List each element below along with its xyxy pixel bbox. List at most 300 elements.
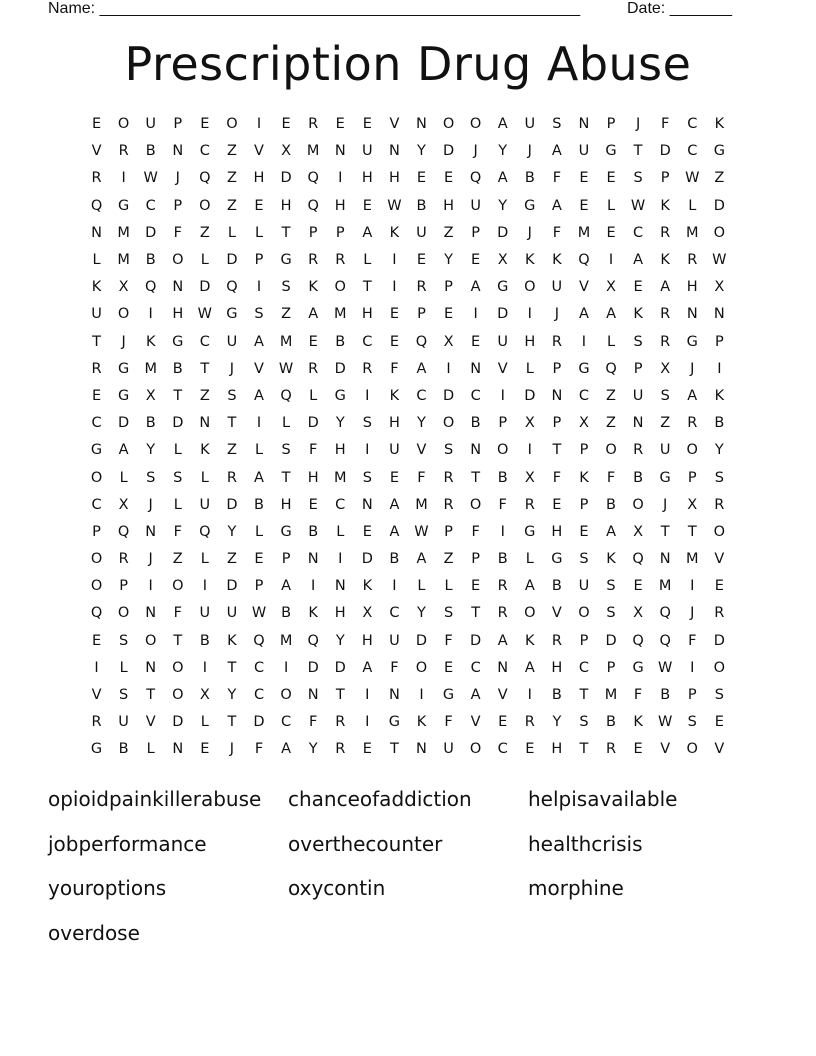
grid-letter: I [365,442,370,459]
grid-letter: D [145,224,157,241]
grid-letter: T [200,360,210,377]
grid-letter: I [717,360,722,377]
grid-letter: P [606,116,616,133]
grid-letter: X [633,605,644,622]
grid-letter: V [660,741,671,758]
grid-letter: N [334,143,346,160]
grid-letter: O [578,605,590,622]
grid-letter: R [497,578,508,595]
grid-letter: W [197,306,213,323]
grid-letter: Y [417,605,426,622]
word-list-item: oxycontin [288,876,386,901]
grid-letter: E [714,714,724,731]
grid-letter: O [686,741,698,758]
grid-letter: X [660,360,671,377]
grid-letter: I [446,360,451,377]
grid-letter: C [145,197,156,214]
grid-letter: D [226,578,238,595]
grid-letter: W [658,714,673,731]
grid-letter: O [713,523,726,540]
grid-letter: R [91,170,102,187]
grid-letter: B [145,415,156,432]
grid-letter: I [338,170,343,187]
grid-letter: O [172,687,184,704]
grid-letter: L [254,523,264,540]
grid-letter: Z [443,224,454,241]
grid-letter: G [524,523,536,540]
grid-letter: X [199,687,210,704]
grid-letter: E [579,523,589,540]
grid-letter: M [577,224,591,241]
grid-letter: O [226,116,238,133]
grid-letter: W [143,170,158,187]
grid-letter: J [473,143,478,160]
grid-letter: G [442,687,455,704]
grid-letter: Z [714,170,725,187]
grid-letter: N [659,551,671,568]
word-list-item: morphine [528,876,624,901]
grid-letter: K [389,224,400,241]
word-list-item: chanceofaddiction [288,787,472,811]
grid-row [83,736,733,763]
grid-letter: A [470,687,481,704]
grid-letter: E [389,333,399,350]
grid-letter: S [579,714,589,731]
grid-letter: P [281,551,291,568]
grid-letter: V [497,687,508,704]
grid-letter: I [690,578,695,595]
worksheet-header [48,0,748,20]
grid-letter: M [306,143,320,160]
grid-letter: A [497,116,508,133]
grid-letter: N [388,143,400,160]
grid-letter: M [658,578,672,595]
grid-letter: O [280,687,292,704]
grid-letter: C [470,387,481,404]
grid-letter: G [280,252,292,269]
grid-letter: L [309,387,318,404]
grid-letter: V [91,687,102,704]
grid-letter: R [660,333,671,350]
grid-letter: J [175,170,180,187]
grid-letter: B [470,415,481,432]
grid-letter: W [387,197,402,214]
grid-letter: O [172,659,184,676]
grid-letter: K [714,387,725,404]
grid-letter: C [416,387,427,404]
grid-letter: C [578,387,589,404]
grid-letter: T [389,741,399,758]
grid-letter: O [497,442,509,459]
grid-letter: K [308,605,318,622]
grid-letter: E [254,551,264,568]
grid-letter: E [389,306,399,323]
grid-letter: F [444,632,453,649]
grid-letter: W [630,197,646,214]
grid-letter: J [121,333,126,350]
grid-letter: A [281,741,292,758]
grid-letter: V [714,551,725,568]
grid-letter: B [551,578,562,595]
grid-letter: X [633,523,644,540]
grid-letter: I [121,170,126,187]
grid-letter: L [173,496,182,513]
grid-letter: I [338,551,343,568]
grid-letter: U [632,387,644,404]
name-field-label: Name: ______________________________________________________ [48,0,581,17]
grid-letter: A [578,306,589,323]
grid-letter: A [497,170,508,187]
grid-letter: U [578,578,590,595]
grid-letter: L [146,741,155,758]
grid-letter: A [254,469,264,486]
grid-row [83,193,733,220]
grid-letter: L [606,197,616,214]
grid-letter: K [389,387,400,404]
grid-letter: D [470,632,482,649]
grid-letter: V [389,116,400,133]
grid-letter: N [686,306,698,323]
grid-letter: F [471,523,480,540]
grid-letter: O [117,605,130,622]
grid-letter: F [254,741,264,758]
grid-letter: B [660,687,671,704]
grid-letter: T [227,415,237,432]
grid-letter: D [253,714,265,731]
grid-letter: E [335,116,345,133]
grid-letter: I [392,252,397,269]
grid-letter: S [633,170,643,187]
grid-letter: H [280,197,292,214]
grid-letter: Q [415,333,428,350]
grid-letter: S [443,605,454,622]
grid-letter: A [524,578,535,595]
grid-letter: X [118,496,129,513]
grid-letter: C [687,116,698,133]
grid-letter: P [633,360,643,377]
grid-letter: K [606,551,616,568]
grid-letter: Y [417,143,426,160]
grid-letter: L [688,197,697,214]
grid-row [83,356,733,383]
grid-letter: G [226,306,238,323]
grid-letter: K [416,714,427,731]
grid-letter: N [497,659,509,676]
grid-letter: E [606,170,616,187]
grid-letter: R [118,551,129,568]
grid-letter: F [417,469,426,486]
grid-letter: B [308,523,319,540]
grid-letter: D [497,306,509,323]
grid-letter: L [606,333,616,350]
grid-letter: I [283,659,289,676]
grid-letter: E [633,279,643,296]
grid-letter: N [145,523,157,540]
grid-row [83,410,733,437]
page-title: Prescription Drug Abuse [124,37,692,91]
grid-letter: S [119,632,129,649]
grid-letter: S [606,605,616,622]
grid-letter: H [334,442,346,459]
grid-letter: P [579,632,589,649]
grid-letter: B [714,415,725,432]
grid-letter: E [362,523,372,540]
grid-row [83,329,733,356]
grid-letter: L [444,578,453,595]
grid-letter: O [713,224,726,241]
grid-letter: G [90,741,103,758]
grid-letter: B [172,360,183,377]
grid-letter: U [389,442,400,459]
grid-letter: O [469,496,482,513]
grid-letter: S [281,279,291,296]
grid-letter: P [173,197,183,214]
grid-letter: I [202,578,207,595]
grid-letter: A [606,523,616,540]
grid-letter: Q [659,632,671,649]
date-field-label: Date: _______ [627,0,732,17]
grid-letter: U [443,741,454,758]
grid-letter: C [335,496,346,513]
grid-letter: P [119,578,128,595]
grid-letter: P [444,279,453,296]
grid-letter: O [469,116,482,133]
grid-letter: F [390,659,399,676]
grid-letter: H [388,415,400,432]
grid-row [83,274,733,301]
grid-letter: F [173,605,182,622]
grid-letter: I [392,578,397,595]
grid-letter: F [661,116,670,133]
grid-letter: E [389,469,399,486]
word-list [48,777,768,956]
grid-letter: C [91,415,102,432]
grid-letter: J [229,741,235,758]
grid-letter: P [471,224,480,241]
grid-letter: T [227,714,237,731]
grid-letter: E [525,741,535,758]
grid-letter: C [91,496,102,513]
grid-letter: D [713,632,725,649]
grid-letter: G [659,469,671,486]
grid-letter: R [335,741,346,758]
grid-letter: G [686,333,698,350]
grid-letter: I [608,252,614,269]
grid-letter: E [633,741,643,758]
grid-letter: U [551,279,563,296]
grid-letter: U [199,605,211,622]
grid-letter: Y [417,415,426,432]
grid-letter: L [200,469,209,486]
grid-letter: L [525,551,534,568]
grid-letter: C [687,143,698,160]
grid-letter: M [279,632,293,649]
grid-letter: V [416,442,427,459]
grid-letter: S [173,469,183,486]
grid-letter: A [660,279,671,296]
grid-letter: R [660,224,671,241]
grid-letter: X [524,415,535,432]
grid-letter: S [443,442,454,459]
grid-letter: S [714,469,724,486]
grid-letter: H [361,632,373,649]
grid-letter: A [470,279,481,296]
grid-letter: T [92,333,101,350]
grid-letter: P [308,224,318,241]
grid-letter: S [660,387,670,404]
grid-letter: J [527,143,532,160]
grid-letter: H [253,170,265,187]
grid-letter: O [172,252,184,269]
grid-letter: J [554,306,559,323]
word-list-item: jobperformance [48,831,207,856]
grid-letter: T [173,387,183,404]
grid-row [83,628,733,655]
grid-letter: D [524,387,536,404]
grid-letter: O [199,197,211,214]
grid-row [83,655,733,682]
grid-letter: I [256,279,262,296]
grid-letter: B [416,197,427,214]
grid-letter: J [635,116,641,133]
grid-letter: O [524,279,536,296]
grid-letter: R [443,469,454,486]
grid-letter: T [362,279,372,296]
grid-letter: C [470,659,481,676]
grid-letter: O [172,578,184,595]
grid-letter: Z [606,387,616,404]
grid-letter: T [471,469,481,486]
grid-letter: M [686,224,699,241]
grid-letter: Q [469,170,482,187]
grid-letter: E [471,333,481,350]
grid-letter: H [551,741,563,758]
grid-letter: P [173,116,183,133]
grid-letter: B [254,496,264,513]
grid-letter: X [362,605,373,622]
grid-letter: N [307,687,319,704]
grid-letter: T [471,605,481,622]
grid-letter: A [281,578,292,595]
grid-letter: R [497,605,508,622]
grid-letter: Y [714,442,724,459]
grid-letter: T [335,687,345,704]
grid-letter: F [308,714,318,731]
grid-letter: R [714,605,725,622]
grid-letter: X [524,469,535,486]
grid-letter: I [148,578,153,595]
grid-letter: P [498,415,508,432]
grid-letter: H [334,197,346,214]
grid-letter: Z [660,415,671,432]
grid-letter: S [362,415,372,432]
grid-letter: H [280,496,292,513]
grid-letter: N [91,224,102,241]
grid-letter: R [551,333,562,350]
grid-letter: E [443,170,454,187]
grid-letter: B [606,496,616,513]
grid-letter: Q [280,387,292,404]
grid-letter: T [173,632,183,649]
grid-letter: B [118,741,129,758]
grid-letter: S [119,687,129,704]
grid-letter: V [714,741,725,758]
grid-letter: Z [199,387,210,404]
grid-letter: Z [226,143,237,160]
grid-letter: Q [199,523,211,540]
grid-letter: T [633,143,643,160]
grid-letter: R [416,279,427,296]
grid-letter: Z [281,306,292,323]
grid-letter: U [524,116,536,133]
grid-letter: N [361,496,373,513]
grid-letter: T [552,442,562,459]
grid-letter: H [551,523,563,540]
grid-letter: J [148,496,153,513]
grid-letter: O [90,469,103,486]
grid-letter: P [579,496,589,513]
grid-letter: L [363,252,372,269]
grid-letter: G [172,333,184,350]
grid-letter: B [524,170,535,187]
grid-letter: E [443,659,454,676]
grid-letter: O [90,551,103,568]
grid-letter: X [281,143,292,160]
grid-letter: N [307,551,319,568]
grid-letter: Q [632,632,644,649]
grid-letter: Z [226,170,237,187]
grid-letter: Y [335,632,345,649]
grid-letter: E [633,578,643,595]
grid-letter: M [144,360,157,377]
grid-letter: F [308,442,318,459]
grid-letter: E [91,387,102,404]
grid-letter: X [578,415,589,432]
grid-letter: U [91,306,102,323]
grid-letter: O [415,659,428,676]
grid-letter: I [148,306,153,323]
grid-letter: O [442,415,455,432]
grid-letter: L [119,659,128,676]
grid-letter: B [281,605,292,622]
grid-letter: I [365,687,370,704]
grid-letter: U [659,442,671,459]
grid-letter: V [578,279,589,296]
grid-letter: K [525,632,535,649]
grid-letter: F [688,632,697,649]
grid-row [83,247,733,274]
grid-letter: Q [307,170,319,187]
grid-letter: J [527,224,532,241]
grid-letter: W [712,252,727,269]
grid-letter: X [145,387,156,404]
grid-letter: L [173,442,182,459]
grid-letter: Q [199,170,211,187]
grid-letter: H [361,170,373,187]
grid-letter: E [200,116,210,133]
grid-letter: Y [227,687,237,704]
grid-letter: L [200,551,209,568]
grid-letter: U [199,496,211,513]
grid-letter: O [117,306,130,323]
grid-letter: A [497,632,508,649]
grid-letter: F [552,469,562,486]
grid-letter: I [500,523,505,540]
grid-letter: S [227,387,237,404]
grid-letter: E [254,197,264,214]
grid-letter: N [470,442,482,459]
grid-letter: L [525,360,534,377]
